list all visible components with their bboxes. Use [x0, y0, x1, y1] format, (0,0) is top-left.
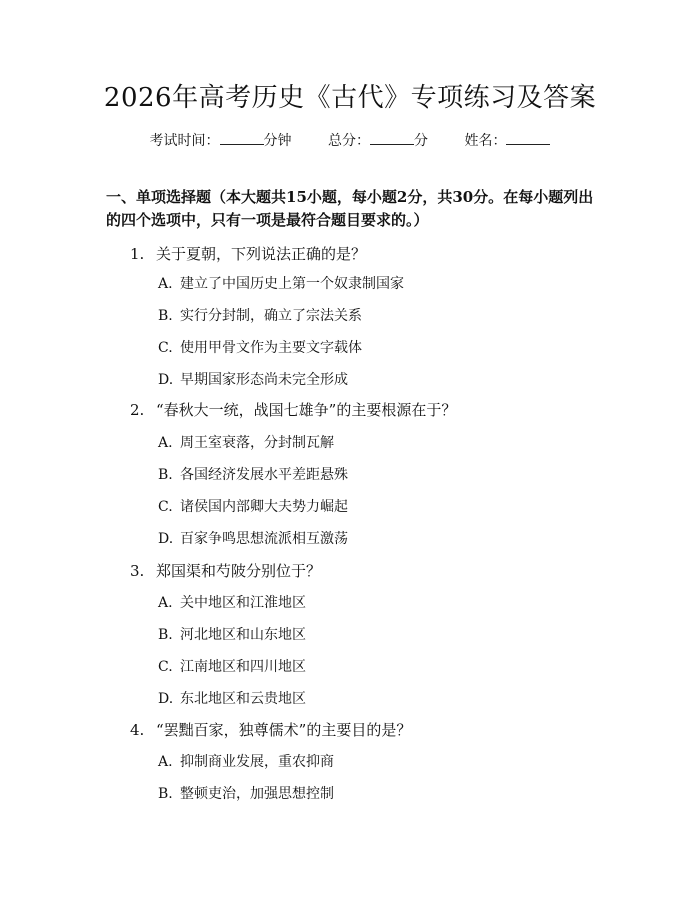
question-3-option-b	[158, 624, 306, 646]
question-number: 1.	[130, 245, 145, 263]
name-field	[464, 133, 550, 149]
question-number: 4.	[130, 721, 145, 739]
question-2-option-d	[158, 528, 348, 550]
time-field	[150, 133, 296, 149]
section-heading: 一、单项选择题（本大题共15小题，每小题2分，共30分。在每小题列出的四个选项中，只有一项是最符合题目要求的。）	[106, 188, 594, 229]
option-letter: B.	[158, 627, 173, 643]
option-text: 抑制商业发展，重农抑商	[180, 754, 334, 770]
question-4-option-a	[158, 751, 334, 773]
option-letter: D.	[158, 372, 174, 388]
question-2-option-b	[158, 464, 348, 486]
page-title: 2026年高考历史《古代》专项练习及答案	[103, 83, 597, 113]
question-1-option-a	[158, 273, 404, 295]
option-text: 关中地区和江淮地区	[180, 595, 306, 611]
time-label: 考试时间：	[149, 133, 220, 149]
question-1-option-b	[158, 305, 362, 327]
question-2	[130, 399, 456, 421]
question-3-option-a	[158, 592, 306, 614]
question-number: 2.	[130, 401, 145, 419]
option-text: 各国经济发展水平差距悬殊	[180, 467, 348, 483]
option-letter: C.	[158, 340, 173, 356]
option-text: 实行分封制，确立了宗法关系	[180, 308, 362, 324]
name-label: 姓名：	[464, 133, 507, 149]
question-text: 郑国渠和芍陂分别位于？	[156, 562, 322, 580]
question-3	[130, 560, 321, 582]
option-text: 东北地区和云贵地区	[180, 691, 306, 707]
option-text: 整顿吏治，加强思想控制	[180, 786, 334, 802]
option-letter: B.	[158, 786, 173, 802]
score-field	[328, 133, 432, 149]
question-text: “罢黜百家，独尊儒术”的主要目的是？	[156, 721, 412, 739]
option-letter: A.	[158, 754, 173, 770]
time-blank	[220, 132, 264, 145]
question-2-option-c	[158, 496, 348, 518]
option-letter: A.	[158, 276, 173, 292]
option-letter: C.	[158, 659, 173, 675]
option-letter: A.	[158, 595, 173, 611]
question-1-option-d	[158, 369, 348, 391]
question-text: 关于夏朝，下列说法正确的是？	[156, 245, 367, 263]
question-text: “春秋大一统，战国七雄争”的主要根源在于？	[156, 401, 457, 419]
option-letter: D.	[158, 531, 174, 547]
option-text: 建立了中国历史上第一个奴隶制国家	[180, 276, 404, 292]
name-blank	[506, 132, 550, 145]
option-letter: D.	[158, 691, 174, 707]
question-3-option-d	[158, 688, 306, 710]
option-letter: A.	[158, 435, 173, 451]
option-text: 早期国家形态尚未完全形成	[180, 372, 348, 388]
option-text: 河北地区和山东地区	[180, 627, 306, 643]
question-2-option-a	[158, 432, 334, 454]
question-3-option-c	[158, 656, 306, 678]
option-letter: C.	[158, 499, 173, 515]
option-text: 江南地区和四川地区	[180, 659, 306, 675]
question-4-option-b	[158, 783, 334, 805]
score-blank	[370, 132, 414, 145]
option-letter: B.	[158, 467, 173, 483]
option-text: 使用甲骨文作为主要文字载体	[180, 340, 362, 356]
option-text: 诸侯国内部卿大夫势力崛起	[180, 499, 348, 515]
option-letter: B.	[158, 308, 173, 324]
time-unit: 分钟	[263, 133, 292, 149]
option-text: 百家争鸣思想流派相互激荡	[180, 531, 348, 547]
question-1	[130, 243, 366, 265]
question-1-option-c	[158, 337, 362, 359]
option-text: 周王室衰落，分封制瓦解	[180, 435, 334, 451]
question-number: 3.	[130, 562, 145, 580]
question-4	[130, 719, 411, 741]
score-unit: 分	[414, 133, 428, 149]
exam-info-line	[0, 130, 700, 152]
score-label: 总分：	[328, 133, 370, 149]
